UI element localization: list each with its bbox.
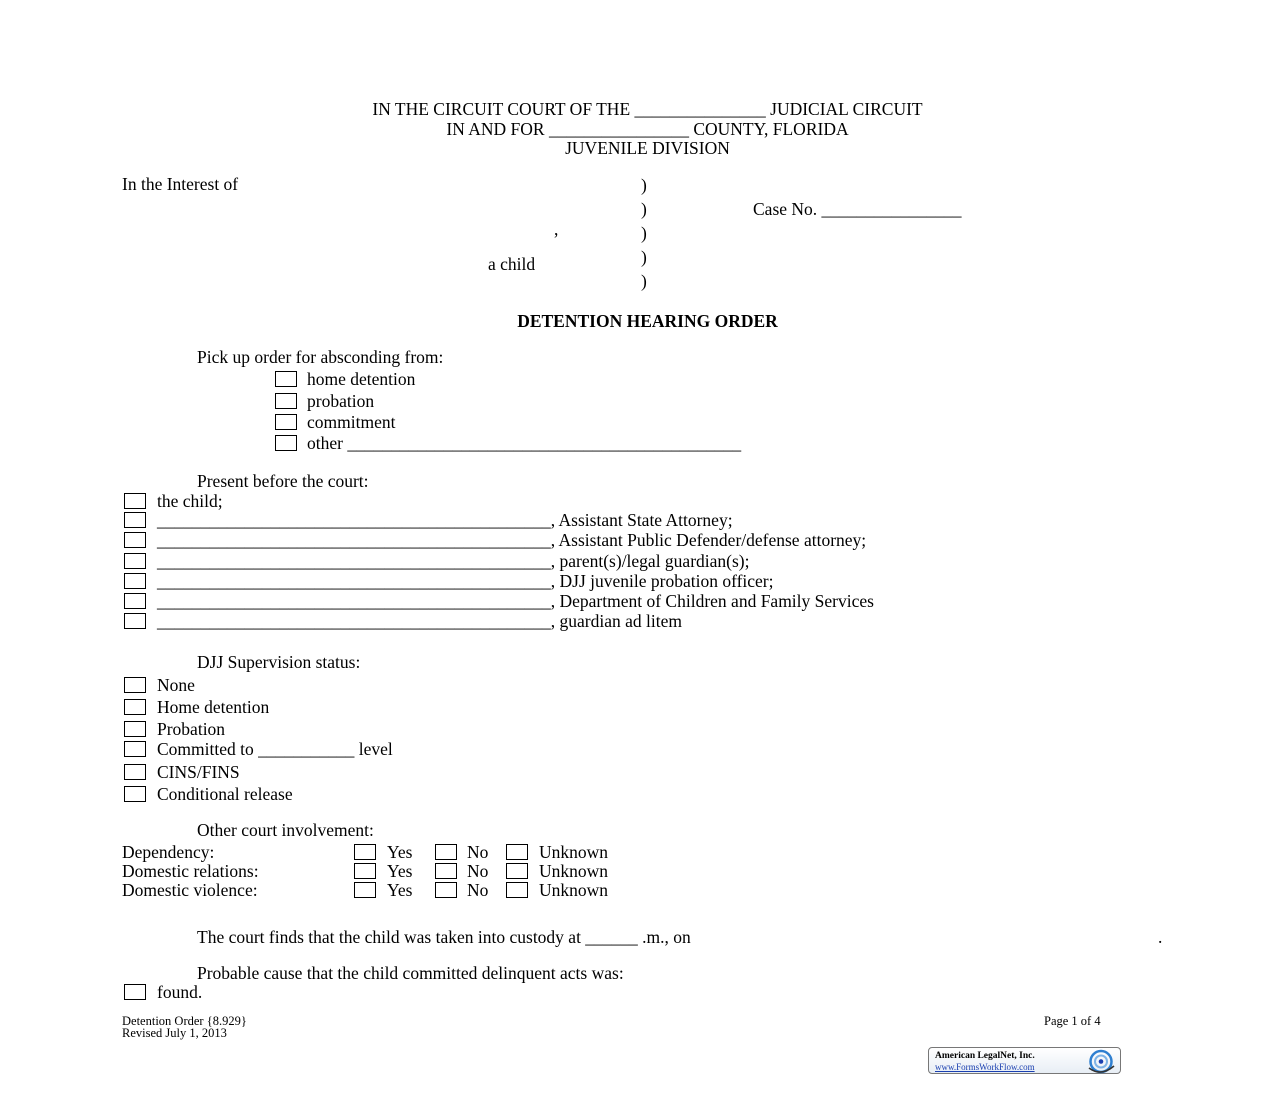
supervision-none-checkbox[interactable]: [124, 677, 146, 693]
domestic-relations-unknown-checkbox[interactable]: [506, 863, 528, 879]
footer-form-id: Detention Order {8.929}: [122, 1014, 247, 1028]
supervision-cins-fins-checkbox[interactable]: [124, 764, 146, 780]
supervision-option-label: Conditional release: [157, 784, 293, 804]
caption-paren: ): [641, 271, 647, 291]
footer-revised-date: Revised July 1, 2013: [122, 1026, 227, 1040]
caption-comma: ,: [554, 219, 559, 239]
present-guardian-field[interactable]: _____________________________________________, parent(s)/legal guardian(s);: [157, 551, 750, 571]
footer-page-number: Page 1 of 4: [1044, 1014, 1101, 1028]
present-probation-officer-field[interactable]: _____________________________________________, DJJ juvenile probation officer;: [157, 571, 774, 591]
domestic-violence-unknown-checkbox[interactable]: [506, 882, 528, 898]
unknown-label: Unknown: [539, 861, 609, 881]
pickup-heading: Pick up order for absconding from:: [197, 347, 444, 367]
supervision-conditional-release-checkbox[interactable]: [124, 786, 146, 802]
caption-paren: ): [641, 175, 647, 195]
yes-label: Yes: [387, 861, 413, 881]
a-child-label: a child: [488, 254, 536, 274]
supervision-option-label: CINS/FINS: [157, 762, 240, 782]
present-child-checkbox[interactable]: [124, 493, 146, 509]
present-guardian-checkbox[interactable]: [124, 553, 146, 569]
present-state-attorney-checkbox[interactable]: [124, 512, 146, 528]
present-heading: Present before the court:: [197, 471, 369, 491]
supervision-option-label: Probation: [157, 719, 226, 739]
unknown-label: Unknown: [539, 880, 609, 900]
present-probation-officer-checkbox[interactable]: [124, 573, 146, 589]
probable-cause-found-checkbox[interactable]: [124, 984, 146, 1000]
custody-period: .: [1158, 927, 1163, 947]
domestic-violence-yes-checkbox[interactable]: [354, 882, 376, 898]
vendor-logo[interactable]: [928, 1047, 1121, 1074]
document-title: DETENTION HEARING ORDER: [517, 311, 778, 331]
caption-paren: ): [641, 247, 647, 267]
globe-icon: [1084, 1049, 1118, 1074]
present-dcf-field[interactable]: _____________________________________________, Department of Children and Family Services: [157, 591, 874, 611]
present-dcf-checkbox[interactable]: [124, 593, 146, 609]
supervision-committed-checkbox[interactable]: [124, 741, 146, 757]
supervision-heading: DJJ Supervision status:: [197, 652, 361, 672]
supervision-option-label: Home detention: [157, 697, 270, 717]
court-header-line-1: IN THE CIRCUIT COURT OF THE _______________ JUDICIAL CIRCUIT: [372, 99, 923, 119]
yes-label: Yes: [387, 880, 413, 900]
present-child-label: the child;: [157, 491, 223, 511]
interest-of-label: In the Interest of: [122, 174, 239, 194]
unknown-label: Unknown: [539, 842, 609, 862]
domestic-relations-no-checkbox[interactable]: [435, 863, 457, 879]
case-number-field[interactable]: Case No. ________________: [753, 199, 962, 219]
domestic-relations-yes-checkbox[interactable]: [354, 863, 376, 879]
involvement-domestic-violence-label: Domestic violence:: [122, 880, 258, 900]
custody-time-field[interactable]: The court finds that the child was taken into custody at ______ .m., on: [197, 927, 691, 947]
yes-label: Yes: [387, 842, 413, 862]
pickup-other-field[interactable]: other _____________________________________________: [307, 433, 742, 453]
pickup-home-detention-checkbox[interactable]: [275, 371, 297, 387]
court-header-line-2: IN AND FOR ________________ COUNTY, FLORIDA: [446, 119, 849, 139]
present-state-attorney-field[interactable]: _____________________________________________, Assistant State Attorney;: [157, 510, 733, 530]
vendor-name: American LegalNet, Inc.: [935, 1051, 1035, 1061]
probable-cause-found-label: found.: [157, 982, 203, 1002]
supervision-home-detention-checkbox[interactable]: [124, 699, 146, 715]
present-guardian-ad-litem-checkbox[interactable]: [124, 613, 146, 629]
dependency-yes-checkbox[interactable]: [354, 844, 376, 860]
pickup-commitment-checkbox[interactable]: [275, 414, 297, 430]
pickup-option-label: commitment: [307, 412, 396, 432]
probable-cause-heading: Probable cause that the child committed delinquent acts was:: [197, 963, 624, 983]
pickup-probation-checkbox[interactable]: [275, 393, 297, 409]
pickup-other-checkbox[interactable]: [275, 435, 297, 451]
involvement-domestic-relations-label: Domestic relations:: [122, 861, 259, 881]
no-label: No: [467, 880, 489, 900]
pickup-option-label: probation: [307, 391, 375, 411]
caption-paren: ): [641, 199, 647, 219]
dependency-no-checkbox[interactable]: [435, 844, 457, 860]
no-label: No: [467, 861, 489, 881]
involvement-heading: Other court involvement:: [197, 820, 374, 840]
involvement-dependency-label: Dependency:: [122, 842, 215, 862]
caption-paren: ): [641, 223, 647, 243]
court-header-line-3: JUVENILE DIVISION: [565, 138, 730, 158]
supervision-option-label: None: [157, 675, 195, 695]
present-public-defender-field[interactable]: _____________________________________________, Assistant Public Defender/defense attorney;: [157, 530, 867, 550]
dependency-unknown-checkbox[interactable]: [506, 844, 528, 860]
supervision-committed-field[interactable]: Committed to ___________ level: [157, 739, 393, 759]
present-guardian-ad-litem-field[interactable]: _____________________________________________, guardian ad litem: [157, 611, 682, 631]
no-label: No: [467, 842, 489, 862]
pickup-option-label: home detention: [307, 369, 416, 389]
vendor-link[interactable]: www.FormsWorkFlow.com: [935, 1062, 1035, 1072]
supervision-probation-checkbox[interactable]: [124, 721, 146, 737]
present-public-defender-checkbox[interactable]: [124, 532, 146, 548]
domestic-violence-no-checkbox[interactable]: [435, 882, 457, 898]
